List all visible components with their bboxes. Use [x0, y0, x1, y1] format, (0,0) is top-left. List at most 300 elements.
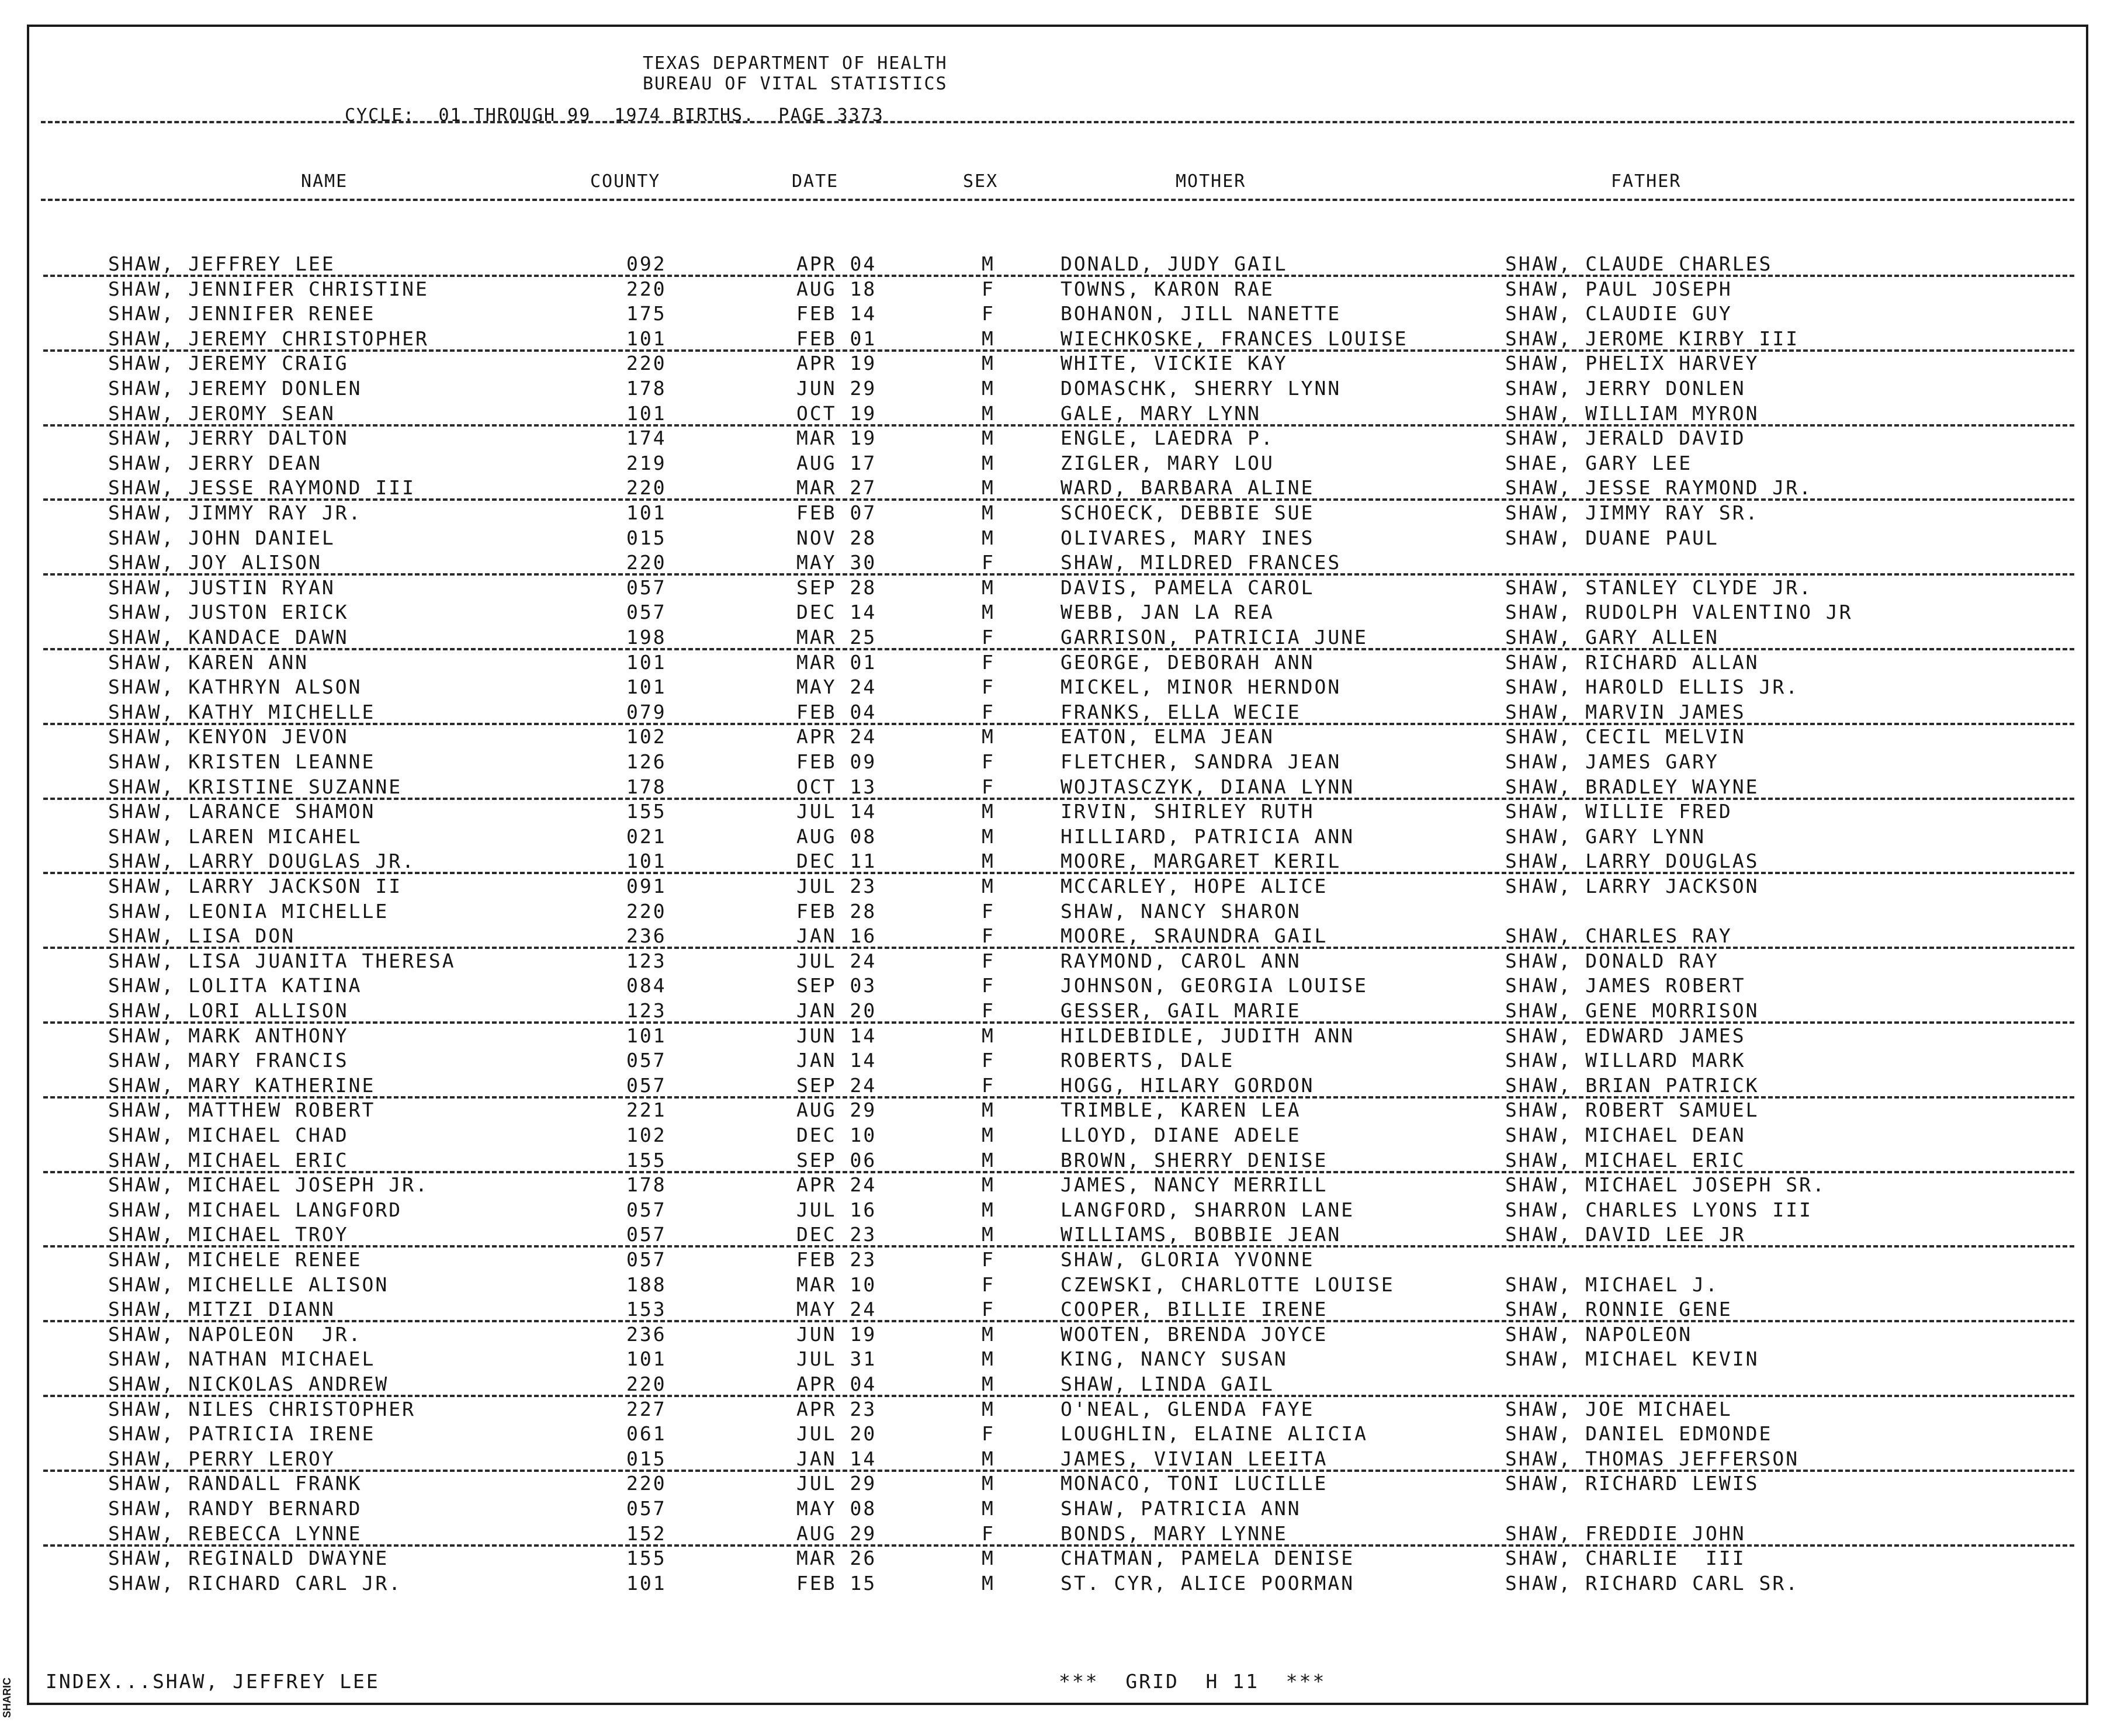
record-mother: GEORGE, DEBORAH ANN [1061, 651, 1315, 674]
record-name: SHAW, JEREMY CRAIG [108, 352, 349, 375]
record-father: SHAW, MICHAEL J. [1505, 1273, 1719, 1296]
record-date: MAY 30 [796, 551, 877, 574]
record-row [0, 576, 2114, 601]
record-sex: M [982, 1572, 995, 1595]
record-county: 219 [626, 452, 667, 474]
record-county: 091 [626, 875, 667, 898]
record-sex: M [982, 1099, 995, 1121]
record-name: SHAW, PERRY LEROY [108, 1447, 335, 1470]
record-county: 101 [626, 651, 667, 674]
record-mother: JOHNSON, GEORGIA LOUISE [1061, 974, 1368, 997]
record-sex: M [982, 1173, 995, 1196]
record-mother: RAYMOND, CAROL ANN [1061, 950, 1301, 972]
record-county: 155 [626, 1547, 667, 1569]
record-name: SHAW, LEONIA MICHELLE [108, 900, 389, 923]
record-mother: CHATMAN, PAMELA DENISE [1061, 1547, 1355, 1569]
record-mother: IRVIN, SHIRLEY RUTH [1061, 800, 1315, 823]
record-sex: F [982, 900, 995, 923]
record-row [0, 850, 2114, 874]
record-mother: HILDEBIDLE, JUDITH ANN [1061, 1024, 1355, 1047]
record-name: SHAW, KATHRYN ALSON [108, 675, 362, 698]
record-name: SHAW, JEREMY CHRISTOPHER [108, 327, 429, 350]
record-sex: F [982, 278, 995, 300]
record-father: SHAW, FREDDIE JOHN [1505, 1522, 1746, 1545]
record-sex: M [982, 377, 995, 400]
record-sex: F [982, 1049, 995, 1072]
record-county: 015 [626, 526, 667, 549]
record-sex: M [982, 1497, 995, 1520]
record-sex: F [982, 551, 995, 574]
record-date: APR 24 [796, 725, 877, 748]
record-father: SHAW, EDWARD JAMES [1505, 1024, 1746, 1047]
record-name: SHAW, MATTHEW ROBERT [108, 1099, 376, 1121]
record-sex: F [982, 701, 995, 723]
record-name: SHAW, NICKOLAS ANDREW [108, 1373, 389, 1395]
record-father: SHAW, DANIEL EDMONDE [1505, 1422, 1773, 1445]
record-date: MAR 27 [796, 476, 877, 499]
record-row [0, 1099, 2114, 1123]
record-name: SHAW, LAREN MICAHEL [108, 825, 362, 848]
record-name: SHAW, JIMMY RAY JR. [108, 501, 362, 524]
record-date: JUL 31 [796, 1347, 877, 1370]
record-mother: ENGLE, LAEDRA P. [1061, 427, 1274, 449]
record-mother: JAMES, VIVIAN LEEITA [1061, 1447, 1328, 1470]
record-mother: O'NEAL, GLENDA FAYE [1061, 1398, 1315, 1420]
record-sex: F [982, 651, 995, 674]
record-row [0, 750, 2114, 775]
record-county: 021 [626, 825, 667, 848]
column-header-divider [41, 199, 2074, 201]
record-father: SHAW, MICHAEL DEAN [1505, 1124, 1746, 1146]
record-name: SHAW, MARK ANTHONY [108, 1024, 349, 1047]
record-sex: M [982, 825, 995, 848]
record-name: SHAW, MICHELE RENEE [108, 1248, 362, 1271]
record-father: SHAW, STANLEY CLYDE JR. [1505, 576, 1813, 599]
record-county: 227 [626, 1398, 667, 1420]
record-row [0, 924, 2114, 949]
record-father: SHAW, RUDOLPH VALENTINO JR [1505, 601, 1853, 623]
record-father: SHAE, GARY LEE [1505, 452, 1693, 474]
record-mother: JAMES, NANCY MERRILL [1061, 1173, 1328, 1196]
record-date: MAY 08 [796, 1497, 877, 1520]
record-row [0, 526, 2114, 551]
record-sex: M [982, 402, 995, 425]
record-father: SHAW, CHARLES LYONS III [1505, 1198, 1813, 1221]
record-name: SHAW, MICHAEL TROY [108, 1223, 349, 1246]
record-father: SHAW, RONNIE GENE [1505, 1298, 1732, 1321]
header-department: TEXAS DEPARTMENT OF HEALTH [643, 53, 948, 74]
record-name: SHAW, LORI ALLISON [108, 999, 349, 1022]
record-date: MAR 01 [796, 651, 877, 674]
record-father: SHAW, JAMES ROBERT [1505, 974, 1746, 997]
record-row [0, 1447, 2114, 1472]
record-father: SHAW, MICHAEL ERIC [1505, 1149, 1746, 1172]
record-date: JUL 20 [796, 1422, 877, 1445]
record-father: SHAW, LARRY JACKSON [1505, 875, 1759, 898]
record-mother: HILLIARD, PATRICIA ANN [1061, 825, 1355, 848]
record-sex: F [982, 1248, 995, 1271]
record-county: 101 [626, 1572, 667, 1595]
record-date: JAN 20 [796, 999, 877, 1022]
record-mother: FLETCHER, SANDRA JEAN [1061, 750, 1342, 773]
record-row [0, 278, 2114, 302]
record-father: SHAW, DUANE PAUL [1505, 526, 1719, 549]
record-row [0, 1422, 2114, 1447]
record-father: SHAW, CLAUDE CHARLES [1505, 252, 1773, 275]
record-name: SHAW, JERRY DALTON [108, 427, 349, 449]
record-county: 101 [626, 327, 667, 350]
record-mother: WOOTEN, BRENDA JOYCE [1061, 1323, 1328, 1346]
record-date: DEC 11 [796, 850, 877, 872]
record-mother: WOJTASCZYK, DIANA LYNN [1061, 775, 1355, 798]
record-name: SHAW, MICHAEL CHAD [108, 1124, 349, 1146]
record-sex: M [982, 1547, 995, 1569]
record-date: JUL 14 [796, 800, 877, 823]
record-sex: M [982, 875, 995, 898]
record-name: SHAW, KRISTEN LEANNE [108, 750, 376, 773]
record-date: APR 04 [796, 1373, 877, 1395]
record-father: SHAW, JERALD DAVID [1505, 427, 1746, 449]
record-name: SHAW, RICHARD CARL JR. [108, 1572, 403, 1595]
record-date: OCT 19 [796, 402, 877, 425]
record-sex: F [982, 675, 995, 698]
record-father: SHAW, RICHARD LEWIS [1505, 1472, 1759, 1495]
record-county: 155 [626, 1149, 667, 1172]
record-date: DEC 14 [796, 601, 877, 623]
record-county: 221 [626, 1099, 667, 1121]
record-father: SHAW, RICHARD ALLAN [1505, 651, 1759, 674]
record-father: SHAW, LARRY DOUGLAS [1505, 850, 1759, 872]
record-name: SHAW, MARY KATHERINE [108, 1074, 376, 1097]
record-date: AUG 29 [796, 1099, 877, 1121]
record-date: JAN 14 [796, 1447, 877, 1470]
record-row [0, 725, 2114, 750]
record-sex: F [982, 302, 995, 325]
record-row [0, 452, 2114, 476]
record-date: APR 24 [796, 1173, 877, 1196]
record-county: 079 [626, 701, 667, 723]
record-mother: DOMASCHK, SHERRY LYNN [1061, 377, 1342, 400]
record-mother: FRANKS, ELLA WECIE [1061, 701, 1301, 723]
record-mother: ST. CYR, ALICE POORMAN [1061, 1572, 1355, 1595]
record-father: SHAW, WILLARD MARK [1505, 1049, 1746, 1072]
record-county: 057 [626, 1074, 667, 1097]
record-row [0, 1398, 2114, 1422]
record-name: SHAW, LISA JUANITA THERESA [108, 950, 456, 972]
record-date: FEB 28 [796, 900, 877, 923]
record-name: SHAW, LISA DON [108, 924, 296, 947]
record-county: 220 [626, 352, 667, 375]
record-sex: M [982, 1323, 995, 1346]
record-name: SHAW, MICHAEL JOSEPH JR. [108, 1173, 429, 1196]
record-row [0, 675, 2114, 700]
record-father: SHAW, CLAUDIE GUY [1505, 302, 1732, 325]
record-mother: OLIVARES, MARY INES [1061, 526, 1315, 549]
record-date: FEB 07 [796, 501, 877, 524]
record-row [0, 476, 2114, 501]
record-county: 152 [626, 1522, 667, 1545]
record-date: FEB 01 [796, 327, 877, 350]
record-county: 061 [626, 1422, 667, 1445]
record-county: 057 [626, 1223, 667, 1246]
record-date: JUN 19 [796, 1323, 877, 1346]
record-mother: ROBERTS, DALE [1061, 1049, 1235, 1072]
column-header-father: FATHER [1611, 171, 1682, 192]
record-father: SHAW, MICHAEL KEVIN [1505, 1347, 1759, 1370]
record-sex: M [982, 1347, 995, 1370]
record-name: SHAW, PATRICIA IRENE [108, 1422, 376, 1445]
record-row [0, 1373, 2114, 1397]
record-date: MAY 24 [796, 1298, 877, 1321]
record-name: SHAW, JEROMY SEAN [108, 402, 335, 425]
record-date: JUL 24 [796, 950, 877, 972]
record-sex: M [982, 1472, 995, 1495]
record-row [0, 1149, 2114, 1173]
record-sex: F [982, 999, 995, 1022]
record-mother: SHAW, PATRICIA ANN [1061, 1497, 1301, 1520]
record-row [0, 626, 2114, 650]
record-row [0, 999, 2114, 1024]
record-sex: M [982, 327, 995, 350]
record-county: 101 [626, 850, 667, 872]
record-name: SHAW, REGINALD DWAYNE [108, 1547, 389, 1569]
record-date: NOV 28 [796, 526, 877, 549]
record-county: 178 [626, 775, 667, 798]
record-county: 101 [626, 501, 667, 524]
record-county: 102 [626, 1124, 667, 1146]
record-county: 126 [626, 750, 667, 773]
record-date: JUL 16 [796, 1198, 877, 1221]
record-father: SHAW, DONALD RAY [1505, 950, 1719, 972]
record-sex: M [982, 1149, 995, 1172]
record-sex: M [982, 800, 995, 823]
record-date: JAN 14 [796, 1049, 877, 1072]
record-date: AUG 29 [796, 1522, 877, 1545]
record-name: SHAW, KAREN ANN [108, 651, 309, 674]
record-date: FEB 15 [796, 1572, 877, 1595]
record-county: 057 [626, 1248, 667, 1271]
record-name: SHAW, KENYON JEVON [108, 725, 349, 748]
column-header-date: DATE [792, 171, 839, 192]
record-row [0, 1198, 2114, 1223]
record-county: 236 [626, 924, 667, 947]
record-mother: MCCARLEY, HOPE ALICE [1061, 875, 1328, 898]
record-row [0, 800, 2114, 824]
record-sex: M [982, 1398, 995, 1420]
column-header-county: COUNTY [590, 171, 661, 192]
record-father: SHAW, BRADLEY WAYNE [1505, 775, 1759, 798]
record-county: 174 [626, 427, 667, 449]
record-name: SHAW, NAPOLEON JR. [108, 1323, 362, 1346]
record-county: 220 [626, 1373, 667, 1395]
record-name: SHAW, JENNIFER CHRISTINE [108, 278, 429, 300]
record-row [0, 1173, 2114, 1198]
record-county: 015 [626, 1447, 667, 1470]
record-row [0, 1049, 2114, 1073]
record-mother: BONDS, MARY LYNNE [1061, 1522, 1288, 1545]
record-date: FEB 23 [796, 1248, 877, 1271]
record-date: SEP 06 [796, 1149, 877, 1172]
record-row [0, 1298, 2114, 1322]
record-mother: SCHOECK, DEBBIE SUE [1061, 501, 1315, 524]
record-sex: M [982, 1124, 995, 1146]
record-row [0, 402, 2114, 427]
record-mother: WHITE, VICKIE KAY [1061, 352, 1288, 375]
record-father: SHAW, CHARLIE III [1505, 1547, 1746, 1569]
record-row [0, 950, 2114, 974]
record-sex: M [982, 725, 995, 748]
record-sex: M [982, 850, 995, 872]
record-date: MAR 19 [796, 427, 877, 449]
record-row [0, 1024, 2114, 1049]
record-mother: WEBB, JAN LA REA [1061, 601, 1274, 623]
record-row [0, 377, 2114, 401]
record-mother: SHAW, GLORIA YVONNE [1061, 1248, 1315, 1271]
record-row [0, 651, 2114, 675]
record-name: SHAW, MICHAEL LANGFORD [108, 1198, 403, 1221]
record-sex: M [982, 252, 995, 275]
record-father: SHAW, HAROLD ELLIS JR. [1505, 675, 1800, 698]
record-sex: M [982, 1223, 995, 1246]
record-father: SHAW, PHELIX HARVEY [1505, 352, 1759, 375]
record-mother: DAVIS, PAMELA CAROL [1061, 576, 1315, 599]
record-county: 057 [626, 1497, 667, 1520]
record-row [0, 1547, 2114, 1571]
record-county: 220 [626, 900, 667, 923]
record-mother: KING, NANCY SUSAN [1061, 1347, 1288, 1370]
record-county: 188 [626, 1273, 667, 1296]
column-header-sex: SEX [963, 171, 999, 192]
record-mother: COOPER, BILLIE IRENE [1061, 1298, 1328, 1321]
record-sex: F [982, 750, 995, 773]
record-row [0, 1522, 2114, 1547]
record-county: 178 [626, 377, 667, 400]
record-date: DEC 10 [796, 1124, 877, 1146]
record-date: MAY 24 [796, 675, 877, 698]
record-county: 220 [626, 278, 667, 300]
column-header-name: NAME [301, 171, 348, 192]
record-name: SHAW, KANDACE DAWN [108, 626, 349, 649]
record-county: 101 [626, 1347, 667, 1370]
record-mother: HOGG, HILARY GORDON [1061, 1074, 1315, 1097]
record-name: SHAW, RANDY BERNARD [108, 1497, 362, 1520]
record-name: SHAW, MICHAEL ERIC [108, 1149, 349, 1172]
record-date: OCT 13 [796, 775, 877, 798]
record-county: 057 [626, 601, 667, 623]
record-county: 220 [626, 551, 667, 574]
record-date: AUG 08 [796, 825, 877, 848]
record-name: SHAW, RANDALL FRANK [108, 1472, 362, 1495]
record-name: SHAW, JEFFREY LEE [108, 252, 335, 275]
record-sex: F [982, 1298, 995, 1321]
record-county: 102 [626, 725, 667, 748]
record-father: SHAW, WILLIAM MYRON [1505, 402, 1759, 425]
record-father: SHAW, RICHARD CARL SR. [1505, 1572, 1800, 1595]
record-county: 153 [626, 1298, 667, 1321]
record-date: AUG 18 [796, 278, 877, 300]
record-name: SHAW, JESSE RAYMOND III [108, 476, 415, 499]
record-sex: M [982, 1024, 995, 1047]
record-mother: SHAW, MILDRED FRANCES [1061, 551, 1342, 574]
record-name: SHAW, LARRY JACKSON II [108, 875, 403, 898]
record-father: SHAW, JERRY DONLEN [1505, 377, 1746, 400]
record-county: 220 [626, 1472, 667, 1495]
record-sex: M [982, 452, 995, 474]
record-mother: GARRISON, PATRICIA JUNE [1061, 626, 1368, 649]
record-mother: WILLIAMS, BOBBIE JEAN [1061, 1223, 1342, 1246]
record-name: SHAW, JERRY DEAN [108, 452, 322, 474]
record-mother: TOWNS, KARON RAE [1061, 278, 1274, 300]
record-county: 123 [626, 999, 667, 1022]
record-sex: M [982, 576, 995, 599]
record-date: AUG 17 [796, 452, 877, 474]
record-row [0, 1124, 2114, 1148]
record-county: 178 [626, 1173, 667, 1196]
record-mother: MONACO, TONI LUCILLE [1061, 1472, 1328, 1495]
record-sex: F [982, 1273, 995, 1296]
record-county: 123 [626, 950, 667, 972]
record-county: 101 [626, 1024, 667, 1047]
record-father: SHAW, JOE MICHAEL [1505, 1398, 1732, 1420]
record-date: DEC 23 [796, 1223, 877, 1246]
record-date: APR 23 [796, 1398, 877, 1420]
record-father: SHAW, JEROME KIRBY III [1505, 327, 1800, 350]
record-mother: GESSER, GAIL MARIE [1061, 999, 1301, 1022]
record-row [0, 1572, 2114, 1596]
record-date: JUN 29 [796, 377, 877, 400]
record-father: SHAW, MARVIN JAMES [1505, 701, 1746, 723]
record-mother: LOUGHLIN, ELAINE ALICIA [1061, 1422, 1368, 1445]
record-county: 057 [626, 1049, 667, 1072]
record-row [0, 974, 2114, 999]
record-row [0, 252, 2114, 277]
record-father: SHAW, DAVID LEE JR [1505, 1223, 1746, 1246]
record-date: SEP 03 [796, 974, 877, 997]
record-name: SHAW, NILES CHRISTOPHER [108, 1398, 415, 1420]
record-mother: MOORE, SRAUNDRA GAIL [1061, 924, 1328, 947]
record-father: SHAW, ROBERT SAMUEL [1505, 1099, 1759, 1121]
record-name: SHAW, LARRY DOUGLAS JR. [108, 850, 415, 872]
record-row [0, 1472, 2114, 1496]
record-father: SHAW, GENE MORRISON [1505, 999, 1759, 1022]
record-mother: MICKEL, MINOR HERNDON [1061, 675, 1342, 698]
record-father: SHAW, CHARLES RAY [1505, 924, 1732, 947]
record-date: APR 19 [796, 352, 877, 375]
record-name: SHAW, KATHY MICHELLE [108, 701, 376, 723]
record-row [0, 1323, 2114, 1347]
record-father: SHAW, JAMES GARY [1505, 750, 1719, 773]
record-father: SHAW, CECIL MELVIN [1505, 725, 1746, 748]
record-mother: BOHANON, JILL NANETTE [1061, 302, 1342, 325]
record-sex: M [982, 476, 995, 499]
record-row [0, 775, 2114, 800]
record-row [0, 427, 2114, 451]
record-sex: F [982, 626, 995, 649]
record-row [0, 1347, 2114, 1372]
record-father: SHAW, BRIAN PATRICK [1505, 1074, 1759, 1097]
record-father: SHAW, NAPOLEON [1505, 1323, 1693, 1346]
cycle-line: CYCLE: 01 THROUGH 99 1974 BIRTHS. PAGE 3373 [345, 105, 884, 126]
record-county: 175 [626, 302, 667, 325]
column-header-mother: MOTHER [1176, 171, 1246, 192]
record-row [0, 1273, 2114, 1298]
record-row [0, 1497, 2114, 1522]
record-father: SHAW, JIMMY RAY SR. [1505, 501, 1759, 524]
record-mother: GALE, MARY LYNN [1061, 402, 1262, 425]
record-name: SHAW, MARY FRANCIS [108, 1049, 349, 1072]
record-mother: CZEWSKI, CHARLOTTE LOUISE [1061, 1273, 1395, 1296]
record-date: MAR 25 [796, 626, 877, 649]
